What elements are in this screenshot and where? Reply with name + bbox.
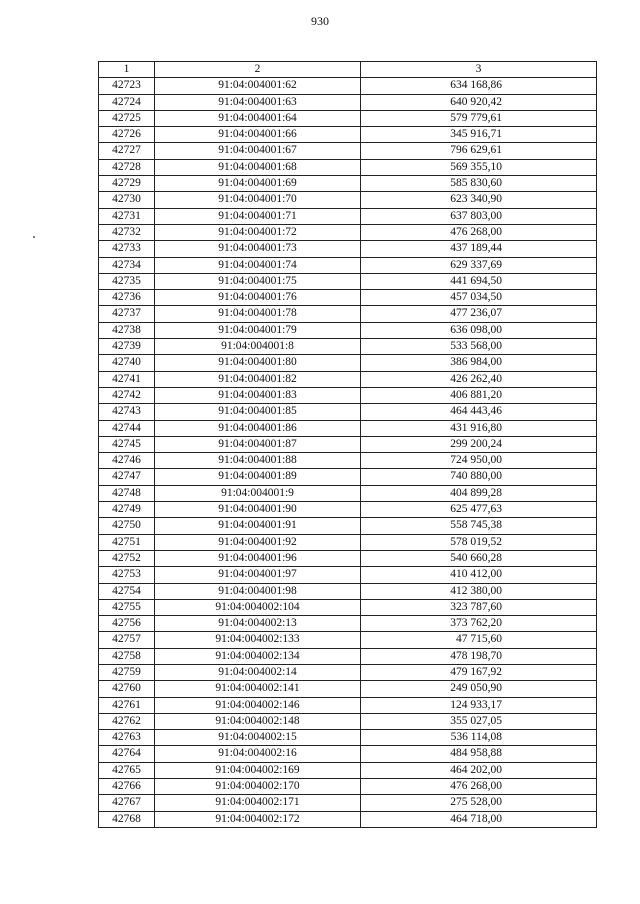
cadastral-value-cell: 623 340,90 <box>361 192 597 208</box>
cadastral-value-cell: 476 268,00 <box>361 779 597 795</box>
cadastral-number-cell: 91:04:004002:171 <box>155 795 361 811</box>
table-row <box>99 485 597 501</box>
row-number-cell: 42749 <box>99 502 155 518</box>
row-number-cell: 42742 <box>99 387 155 403</box>
row-number-cell: 42723 <box>99 78 155 94</box>
cadastral-value-cell: 323 787,60 <box>361 599 597 615</box>
row-number-cell: 42753 <box>99 567 155 583</box>
cadastral-number-cell: 91:04:004002:170 <box>155 779 361 795</box>
cadastral-value-cell: 724 950,00 <box>361 453 597 469</box>
row-number-cell: 42755 <box>99 599 155 615</box>
row-number-cell: 42757 <box>99 632 155 648</box>
cadastral-number-cell: 91:04:004002:134 <box>155 648 361 664</box>
table-row <box>99 159 597 175</box>
table-row <box>99 697 597 713</box>
table-row <box>99 176 597 192</box>
cadastral-value-cell: 426 262,40 <box>361 371 597 387</box>
table-row <box>99 762 597 778</box>
table-row <box>99 273 597 289</box>
cadastral-number-cell: 91:04:004001:76 <box>155 290 361 306</box>
row-number-cell: 42727 <box>99 143 155 159</box>
row-number-cell: 42746 <box>99 453 155 469</box>
cadastral-value-cell: 640 920,42 <box>361 94 597 110</box>
table-body <box>99 78 597 828</box>
cadastral-number-cell: 91:04:004002:13 <box>155 616 361 632</box>
cadastral-value-cell: 373 762,20 <box>361 616 597 632</box>
cadastral-number-cell: 91:04:004001:63 <box>155 94 361 110</box>
table-row <box>99 567 597 583</box>
row-number-cell: 42730 <box>99 192 155 208</box>
cadastral-number-cell: 91:04:004001:91 <box>155 518 361 534</box>
cadastral-number-cell: 91:04:004002:14 <box>155 664 361 680</box>
cadastral-number-cell: 91:04:004001:86 <box>155 420 361 436</box>
row-number-cell: 42759 <box>99 664 155 680</box>
cadastral-number-cell: 91:04:004002:16 <box>155 746 361 762</box>
cadastral-value-cell: 625 477,63 <box>361 502 597 518</box>
row-number-cell: 42735 <box>99 273 155 289</box>
row-number-cell: 42724 <box>99 94 155 110</box>
table-row <box>99 469 597 485</box>
cadastral-number-cell: 91:04:004001:73 <box>155 241 361 257</box>
table-row <box>99 192 597 208</box>
row-number-cell: 42733 <box>99 241 155 257</box>
table-row <box>99 632 597 648</box>
table-row <box>99 518 597 534</box>
table-row <box>99 371 597 387</box>
row-number-cell: 42748 <box>99 485 155 501</box>
row-number-cell: 42731 <box>99 208 155 224</box>
row-number-cell: 42745 <box>99 436 155 452</box>
row-number-cell: 42728 <box>99 159 155 175</box>
table-row <box>99 534 597 550</box>
cadastral-value-cell: 533 568,00 <box>361 339 597 355</box>
cadastral-value-cell: 476 268,00 <box>361 224 597 240</box>
cadastral-number-cell: 91:04:004001:80 <box>155 355 361 371</box>
cadastral-number-cell: 91:04:004001:67 <box>155 143 361 159</box>
cadastral-value-cell: 431 916,80 <box>361 420 597 436</box>
cadastral-value-cell: 457 034,50 <box>361 290 597 306</box>
row-number-cell: 42756 <box>99 616 155 632</box>
cadastral-value-cell: 585 830,60 <box>361 176 597 192</box>
table-row <box>99 583 597 599</box>
cadastral-number-cell: 91:04:004001:97 <box>155 567 361 583</box>
cadastral-number-cell: 91:04:004001:66 <box>155 127 361 143</box>
cadastral-value-cell: 634 168,86 <box>361 78 597 94</box>
cadastral-number-cell: 91:04:004001:64 <box>155 110 361 126</box>
cadastral-number-cell: 91:04:004001:82 <box>155 371 361 387</box>
row-number-cell: 42762 <box>99 713 155 729</box>
cadastral-number-cell: 91:04:004001:90 <box>155 502 361 518</box>
row-number-cell: 42747 <box>99 469 155 485</box>
row-number-cell: 42751 <box>99 534 155 550</box>
stray-dot <box>33 236 35 238</box>
row-number-cell: 42767 <box>99 795 155 811</box>
table-row <box>99 110 597 126</box>
row-number-cell: 42754 <box>99 583 155 599</box>
cadastral-value-cell: 410 412,00 <box>361 567 597 583</box>
column-header-1: 1 <box>99 62 155 78</box>
table-row <box>99 616 597 632</box>
cadastral-value-cell: 637 803,00 <box>361 208 597 224</box>
cadastral-number-cell: 91:04:004002:141 <box>155 681 361 697</box>
row-number-cell: 42736 <box>99 290 155 306</box>
cadastral-value-cell: 406 881,20 <box>361 387 597 403</box>
cadastral-value-cell: 484 958,88 <box>361 746 597 762</box>
cadastral-value-cell: 47 715,60 <box>361 632 597 648</box>
row-number-cell: 42737 <box>99 306 155 322</box>
row-number-cell: 42743 <box>99 404 155 420</box>
table-row <box>99 664 597 680</box>
table-row <box>99 795 597 811</box>
cadastral-number-cell: 91:04:004001:70 <box>155 192 361 208</box>
row-number-cell: 42741 <box>99 371 155 387</box>
cadastral-value-cell: 464 202,00 <box>361 762 597 778</box>
row-number-cell: 42758 <box>99 648 155 664</box>
cadastral-value-cell: 478 198,70 <box>361 648 597 664</box>
row-number-cell: 42729 <box>99 176 155 192</box>
cadastral-number-cell: 91:04:004001:62 <box>155 78 361 94</box>
header-row <box>99 62 597 78</box>
cadastral-value-cell: 249 050,90 <box>361 681 597 697</box>
row-number-cell: 42738 <box>99 322 155 338</box>
cadastral-number-cell: 91:04:004002:133 <box>155 632 361 648</box>
table-row <box>99 339 597 355</box>
cadastral-number-cell: 91:04:004001:96 <box>155 550 361 566</box>
cadastral-number-cell: 91:04:004001:85 <box>155 404 361 420</box>
cadastral-value-cell: 579 779,61 <box>361 110 597 126</box>
row-number-cell: 42750 <box>99 518 155 534</box>
cadastral-value-cell: 412 380,00 <box>361 583 597 599</box>
row-number-cell: 42744 <box>99 420 155 436</box>
cadastral-number-cell: 91:04:004001:98 <box>155 583 361 599</box>
cadastral-number-cell: 91:04:004001:88 <box>155 453 361 469</box>
table-row <box>99 306 597 322</box>
cadastral-value-cell: 345 916,71 <box>361 127 597 143</box>
row-number-cell: 42752 <box>99 550 155 566</box>
row-number-cell: 42765 <box>99 762 155 778</box>
row-number-cell: 42764 <box>99 746 155 762</box>
cadastral-number-cell: 91:04:004001:92 <box>155 534 361 550</box>
table-row <box>99 257 597 273</box>
cadastral-value-cell: 629 337,69 <box>361 257 597 273</box>
cadastral-value-cell: 578 019,52 <box>361 534 597 550</box>
table-row <box>99 599 597 615</box>
cadastral-value-cell: 124 933,17 <box>361 697 597 713</box>
table-row <box>99 143 597 159</box>
table-row <box>99 436 597 452</box>
row-number-cell: 42763 <box>99 730 155 746</box>
cadastral-number-cell: 91:04:004001:72 <box>155 224 361 240</box>
table-row <box>99 730 597 746</box>
cadastral-value-cell: 437 189,44 <box>361 241 597 257</box>
row-number-cell: 42760 <box>99 681 155 697</box>
cadastral-number-cell: 91:04:004001:83 <box>155 387 361 403</box>
cadastral-value-cell: 386 984,00 <box>361 355 597 371</box>
cadastral-number-cell: 91:04:004002:104 <box>155 599 361 615</box>
table-row <box>99 241 597 257</box>
cadastral-number-cell: 91:04:004001:75 <box>155 273 361 289</box>
table-row <box>99 290 597 306</box>
table-row <box>99 387 597 403</box>
row-number-cell: 42740 <box>99 355 155 371</box>
row-number-cell: 42734 <box>99 257 155 273</box>
table-row <box>99 713 597 729</box>
cadastral-value-cell: 558 745,38 <box>361 518 597 534</box>
cadastral-value-cell: 404 899,28 <box>361 485 597 501</box>
cadastral-value-table <box>98 61 597 828</box>
column-header-3: 3 <box>361 62 597 78</box>
page-number: 930 <box>311 14 329 28</box>
cadastral-number-cell: 91:04:004001:69 <box>155 176 361 192</box>
table-row <box>99 127 597 143</box>
row-number-cell: 42725 <box>99 110 155 126</box>
table-row <box>99 550 597 566</box>
row-number-cell: 42739 <box>99 339 155 355</box>
cadastral-number-cell: 91:04:004001:71 <box>155 208 361 224</box>
cadastral-number-cell: 91:04:004001:79 <box>155 322 361 338</box>
cadastral-number-cell: 91:04:004002:15 <box>155 730 361 746</box>
cadastral-value-cell: 540 660,28 <box>361 550 597 566</box>
row-number-cell: 42768 <box>99 811 155 827</box>
cadastral-number-cell: 91:04:004001:74 <box>155 257 361 273</box>
cadastral-number-cell: 91:04:004001:87 <box>155 436 361 452</box>
table-row <box>99 502 597 518</box>
table-row <box>99 681 597 697</box>
column-header-2: 2 <box>155 62 361 78</box>
row-number-cell: 42766 <box>99 779 155 795</box>
table-row <box>99 355 597 371</box>
cadastral-value-cell: 796 629,61 <box>361 143 597 159</box>
cadastral-value-cell: 464 443,46 <box>361 404 597 420</box>
cadastral-value-cell: 275 528,00 <box>361 795 597 811</box>
cadastral-value-cell: 477 236,07 <box>361 306 597 322</box>
cadastral-value-cell: 569 355,10 <box>361 159 597 175</box>
table-row <box>99 404 597 420</box>
row-number-cell: 42732 <box>99 224 155 240</box>
table-row <box>99 453 597 469</box>
table-row <box>99 208 597 224</box>
table-row <box>99 746 597 762</box>
cadastral-number-cell: 91:04:004001:78 <box>155 306 361 322</box>
cadastral-number-cell: 91:04:004001:68 <box>155 159 361 175</box>
row-number-cell: 42726 <box>99 127 155 143</box>
table-row <box>99 322 597 338</box>
cadastral-value-cell: 464 718,00 <box>361 811 597 827</box>
cadastral-value-cell: 536 114,08 <box>361 730 597 746</box>
cadastral-value-cell: 636 098,00 <box>361 322 597 338</box>
cadastral-number-cell: 91:04:004002:148 <box>155 713 361 729</box>
table-row <box>99 94 597 110</box>
cadastral-number-cell: 91:04:004001:8 <box>155 339 361 355</box>
cadastral-value-cell: 355 027,05 <box>361 713 597 729</box>
cadastral-value-cell: 441 694,50 <box>361 273 597 289</box>
table-row <box>99 648 597 664</box>
cadastral-number-cell: 91:04:004002:172 <box>155 811 361 827</box>
cadastral-number-cell: 91:04:004001:89 <box>155 469 361 485</box>
cadastral-value-cell: 740 880,00 <box>361 469 597 485</box>
cadastral-value-cell: 479 167,92 <box>361 664 597 680</box>
cadastral-value-cell: 299 200,24 <box>361 436 597 452</box>
table-row <box>99 420 597 436</box>
cadastral-number-cell: 91:04:004002:169 <box>155 762 361 778</box>
table-row <box>99 78 597 94</box>
table-row <box>99 811 597 827</box>
table-row <box>99 779 597 795</box>
cadastral-number-cell: 91:04:004001:9 <box>155 485 361 501</box>
row-number-cell: 42761 <box>99 697 155 713</box>
table-row <box>99 224 597 240</box>
cadastral-number-cell: 91:04:004002:146 <box>155 697 361 713</box>
